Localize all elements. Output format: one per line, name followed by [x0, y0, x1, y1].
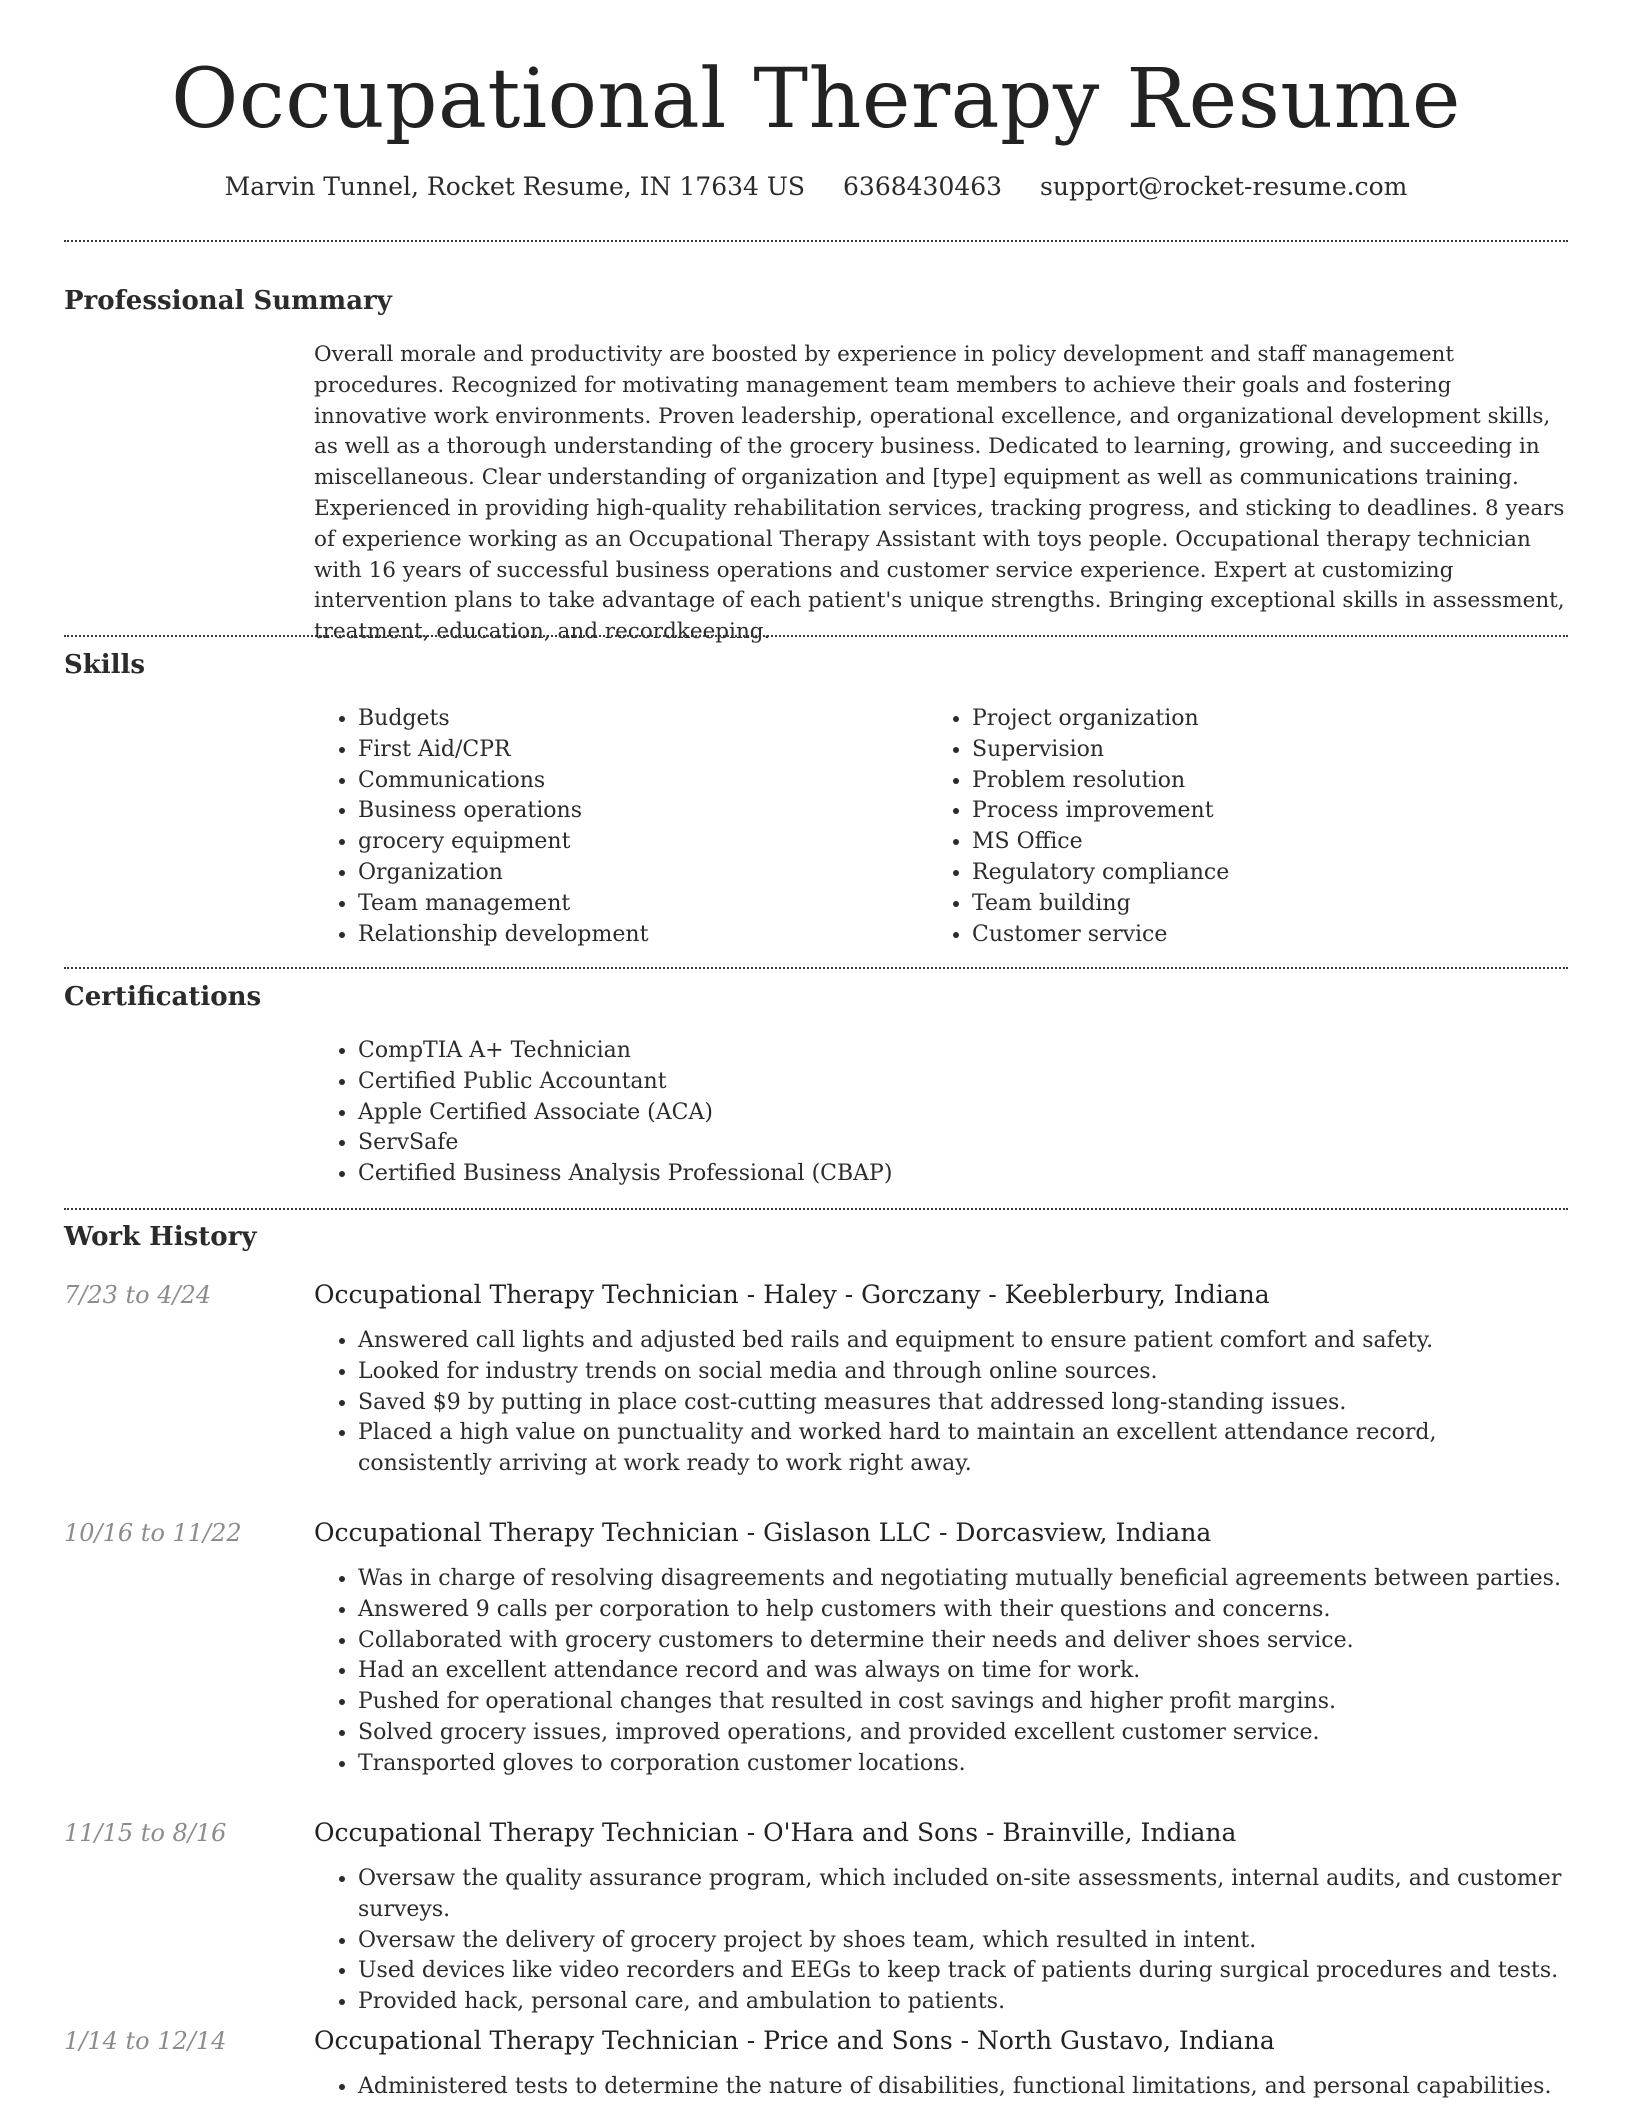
- skills-list-right: [928, 704, 1488, 950]
- job-bullet-list: [314, 1564, 1568, 1780]
- job-bullet: • Oversaw the quality assurance program, which included on-site assessments, internal audits, and customer surveys.: [358, 1864, 1568, 1926]
- job-entry: [64, 1516, 1568, 1786]
- skill-item: • MS Office: [972, 827, 1488, 858]
- job-dates: 11/15 to 8/16: [64, 1819, 227, 1847]
- job-bullet: • Had an excellent attendance record and was always on time for work.: [358, 1656, 1568, 1687]
- job-dates: 1/14 to 12/14: [64, 2027, 227, 2055]
- certification-item: • ServSafe: [358, 1128, 1568, 1159]
- skills-list-left: [314, 704, 874, 950]
- job-bullet: • Oversaw the delivery of grocery project by shoes team, which resulted in intent.: [358, 1926, 1568, 1957]
- resume-title: Occupational Therapy Resume: [171, 52, 1461, 147]
- skill-item: • Supervision: [972, 735, 1488, 766]
- contact-line: [0, 170, 1632, 204]
- contact-phone: 6368430463: [843, 172, 1003, 201]
- certification-item: • Certified Public Accountant: [358, 1067, 1568, 1098]
- skill-item: • First Aid/CPR: [358, 735, 874, 766]
- certification-item: • Certified Business Analysis Professional (CBAP): [358, 1159, 1568, 1190]
- job-title: Occupational Therapy Technician - Haley - Gorczany - Keeblerbury, Indiana: [314, 1280, 1270, 1309]
- job-bullet: • Answered call lights and adjusted bed rails and equipment to ensure patient comfort and safety.: [358, 1326, 1568, 1357]
- job-bullet: • Provided hack, personal care, and ambulation to patients.: [358, 1987, 1568, 2018]
- job-bullet: • Was in charge of resolving disagreements and negotiating mutually beneficial agreements between parties.: [358, 1564, 1568, 1595]
- skill-item: • Team management: [358, 889, 874, 920]
- section-title: Professional Summary: [64, 286, 392, 316]
- section-title: Work History: [64, 1222, 257, 1252]
- skill-item: • Communications: [358, 766, 874, 797]
- job-bullet: • Administered tests to determine the nature of disabilities, functional limitations, and personal capabilities.: [358, 2072, 1568, 2103]
- job-bullet: • Saved $9 by putting in place cost-cutting measures that addressed long-standing issues.: [358, 1388, 1568, 1419]
- contact-address: Marvin Tunnel, Rocket Resume, IN 17634 US: [224, 172, 806, 201]
- job-bullet: • Collaborated with grocery customers to determine their needs and deliver shoes service.: [358, 1626, 1568, 1657]
- skill-item: • Customer service: [972, 920, 1488, 951]
- skill-item: • Process improvement: [972, 796, 1488, 827]
- skill-item: • Budgets: [358, 704, 874, 735]
- job-bullet: • Pushed for operational changes that resulted in cost savings and higher profit margins.: [358, 1687, 1568, 1718]
- job-bullet-list: [314, 2072, 1568, 2103]
- skill-item: • Relationship development: [358, 920, 874, 951]
- certifications-section: [64, 980, 1568, 1200]
- section-title: Skills: [64, 650, 146, 680]
- section-title: Certifications: [64, 982, 262, 1012]
- divider: [64, 1208, 1568, 1210]
- certifications-list: [314, 1036, 1568, 1190]
- job-entry: [64, 1816, 1568, 2015]
- certification-item: • Apple Certified Associate (ACA): [358, 1098, 1568, 1129]
- summary-text: Overall morale and productivity are boosted by experience in policy development and staff management procedures. Recognized for motivating management team members to achieve their goals and fostering innovative work environments. Proven leadership, operational excellence, and organizational development skills, as well as a thorough understanding of the grocery business. Dedicated to learning, growing, and succeeding in miscellaneous. Clear understanding of organization and [type] equipment as well as communications training. Experienced in providing high-quality rehabilitation services, tracking progress, and sticking to deadlines. 8 years of experience working as an Occupational Therapy Assistant with toys people. Occupational therapy technician with 16 years of successful business operations and customer service experience. Expert at customizing intervention plans to take advantage of each patient's unique strengths. Bringing exceptional skills in assessment, treatment, education, and recordkeeping.: [314, 342, 1565, 645]
- skills-section: [64, 648, 1568, 948]
- skill-item: • Team building: [972, 889, 1488, 920]
- divider: [64, 240, 1568, 242]
- certification-item: • CompTIA A+ Technician: [358, 1036, 1568, 1067]
- job-title: Occupational Therapy Technician - Price and Sons - North Gustavo, Indiana: [314, 2026, 1275, 2055]
- job-bullet: • Placed a high value on punctuality and worked hard to maintain an excellent attendance record, consistently arriving at work ready to work right away.: [358, 1418, 1568, 1480]
- job-bullet: • Answered 9 calls per corporation to help customers with their questions and concerns.: [358, 1595, 1568, 1626]
- job-dates: 10/16 to 11/22: [64, 1519, 242, 1547]
- summary-section: [64, 284, 1568, 645]
- work-history-section: [64, 1220, 1568, 2112]
- job-bullet: • Solved grocery issues, improved operations, and provided excellent customer service.: [358, 1718, 1568, 1749]
- job-title: Occupational Therapy Technician - O'Hara and Sons - Brainville, Indiana: [314, 1818, 1237, 1847]
- job-bullet: • Looked for industry trends on social media and through online sources.: [358, 1357, 1568, 1388]
- divider: [64, 635, 1568, 637]
- divider: [64, 967, 1568, 969]
- job-entry: [64, 1278, 1568, 1498]
- job-bullet-list: [314, 1864, 1568, 2018]
- skill-item: • Organization: [358, 858, 874, 889]
- job-bullet: • Transported gloves to corporation customer locations.: [358, 1749, 1568, 1780]
- job-entry: [64, 2024, 1568, 2112]
- job-dates: 7/23 to 4/24: [64, 1281, 212, 1309]
- skill-item: • Problem resolution: [972, 766, 1488, 797]
- skill-item: • Regulatory compliance: [972, 858, 1488, 889]
- skill-item: • Business operations: [358, 796, 874, 827]
- job-bullet-list: [314, 1326, 1568, 1480]
- job-bullet: • Used devices like video recorders and EEGs to keep track of patients during surgical procedures and tests.: [358, 1956, 1568, 1987]
- skill-item: • grocery equipment: [358, 827, 874, 858]
- contact-email[interactable]: support@rocket-resume.com: [1040, 172, 1408, 201]
- skill-item: • Project organization: [972, 704, 1488, 735]
- job-title: Occupational Therapy Technician - Gislason LLC - Dorcasview, Indiana: [314, 1518, 1212, 1547]
